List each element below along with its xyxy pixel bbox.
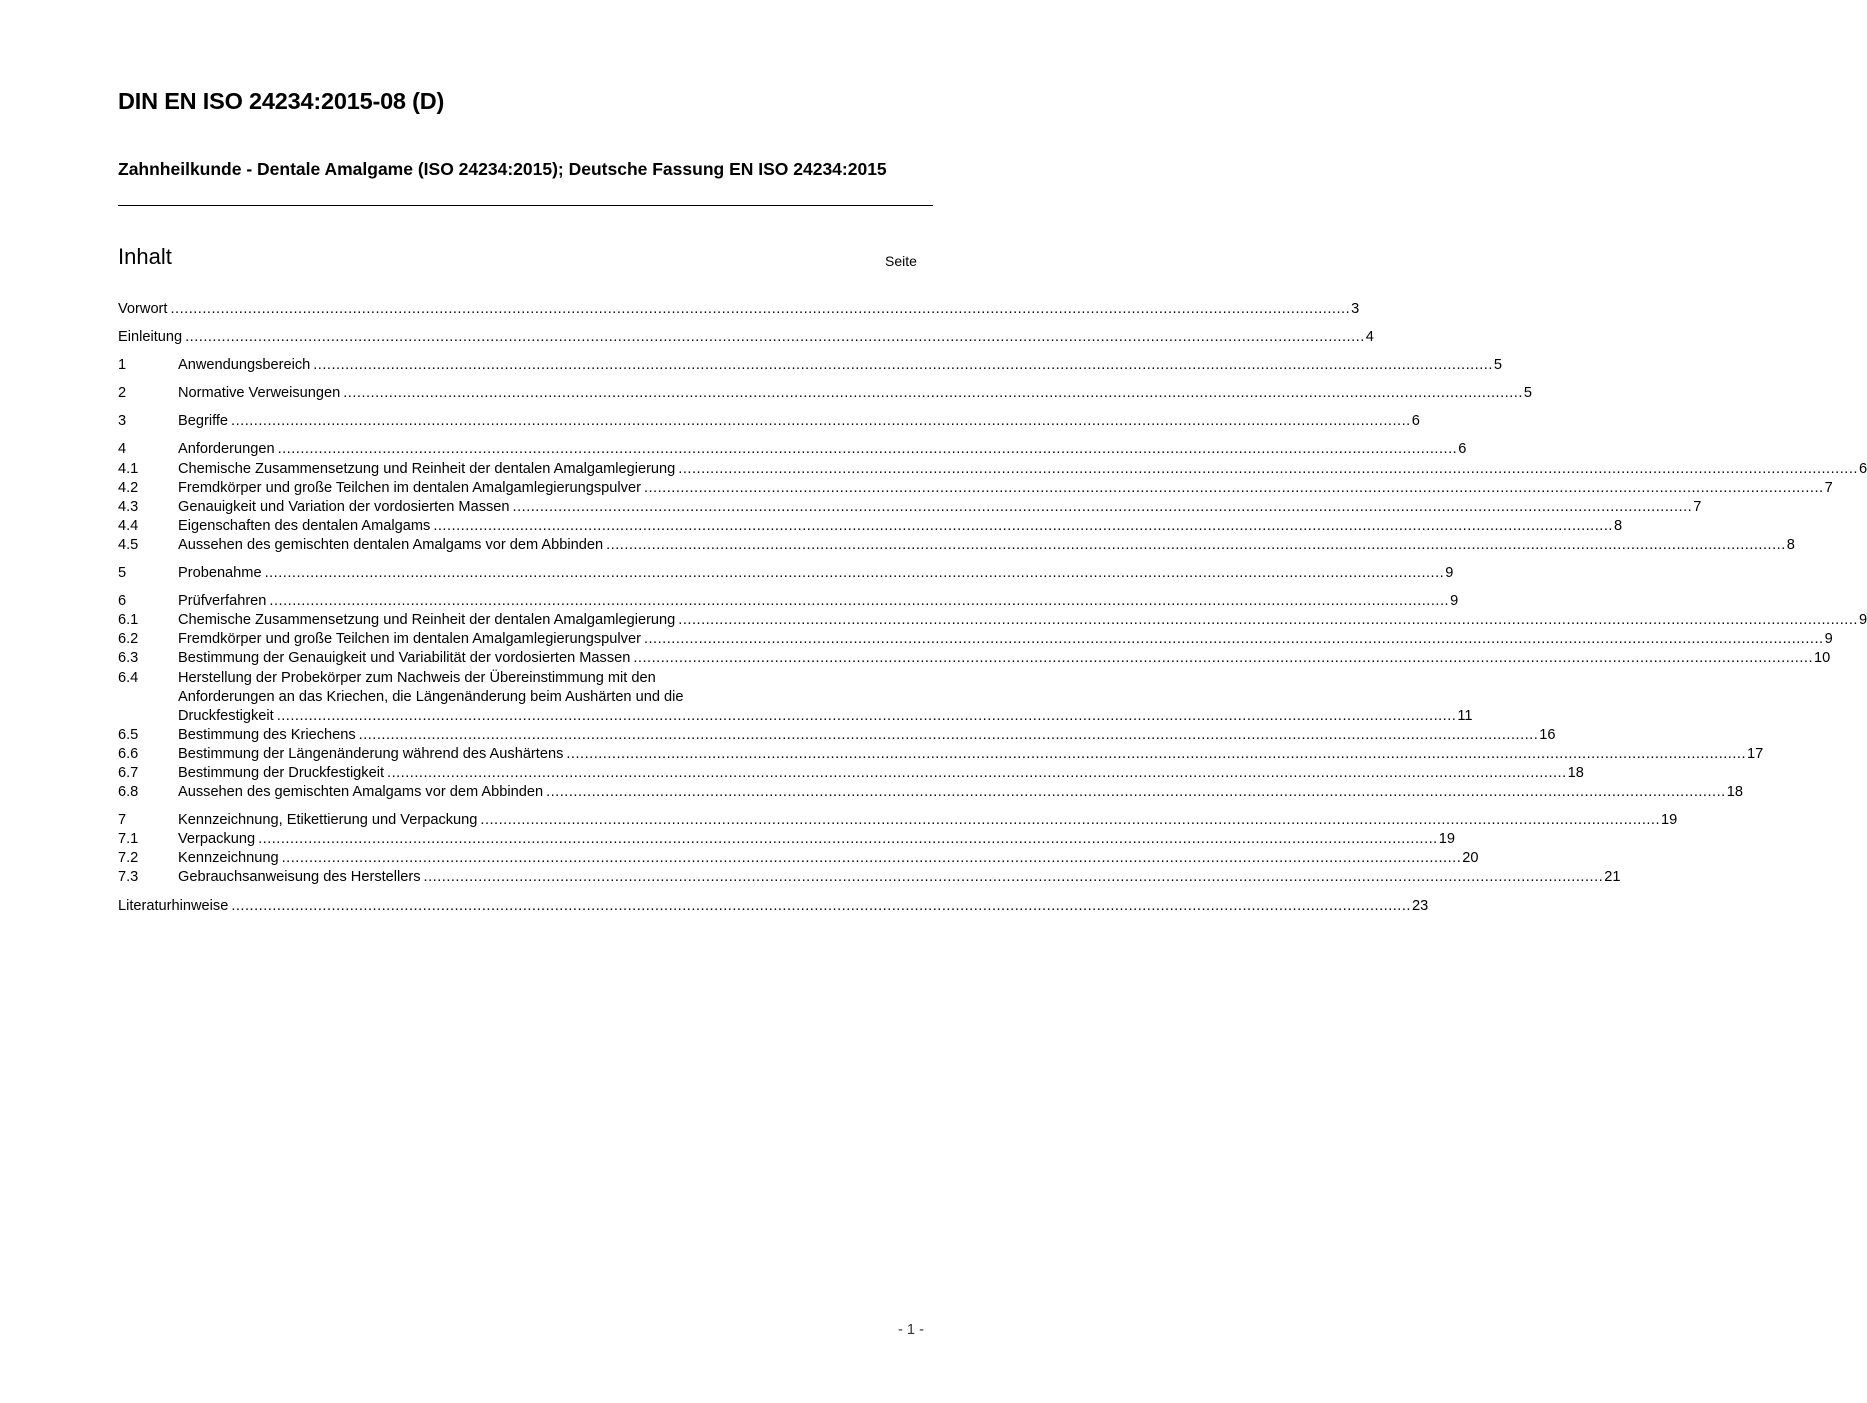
toc-entry-title: Normative Verweisungen xyxy=(178,385,341,402)
toc-leader-dots xyxy=(644,479,1824,498)
toc-entry-page: 6 xyxy=(1458,441,1467,458)
toc-entry-page: 18 xyxy=(1726,784,1743,801)
toc-leader-dots xyxy=(278,440,1458,459)
header-divider xyxy=(118,205,933,206)
toc-entry-title: Chemische Zusammensetzung und Reinheit der dentalen Amalgamlegierung xyxy=(178,612,676,629)
toc-leader-dots xyxy=(170,300,1350,319)
toc-entry[interactable] xyxy=(118,300,1360,319)
toc-entry-number: 6.7 xyxy=(118,764,139,781)
toc-entry[interactable] xyxy=(118,611,1867,630)
toc-entry[interactable] xyxy=(118,764,1584,783)
toc-entry-title: Fremdkörper und große Teilchen im dentalen Amalgamlegierungspulver xyxy=(178,631,641,648)
toc-entry[interactable] xyxy=(118,440,1467,459)
toc-entry[interactable] xyxy=(118,868,1621,887)
toc-entry-page: 4 xyxy=(1365,329,1374,346)
document-subtitle: Zahnheilkunde - Dentale Amalgame (ISO 24234:2015); Deutsche Fassung EN ISO 24234:2015 xyxy=(118,159,887,179)
toc-group xyxy=(118,897,1429,916)
toc-entry[interactable] xyxy=(118,536,1795,555)
toc-leader-dots xyxy=(265,564,1445,583)
toc-entry[interactable] xyxy=(118,328,1374,347)
toc-entry-page: 19 xyxy=(1661,812,1678,829)
toc-entry-number: 7 xyxy=(118,812,127,829)
toc-entry-page: 9 xyxy=(1824,631,1833,648)
toc-entry-number: 7.2 xyxy=(118,850,139,867)
toc-entry-title: Gebrauchsanweisung des Herstellers xyxy=(178,869,421,886)
toc-entry[interactable] xyxy=(118,745,1764,764)
toc-entry-number: 7.3 xyxy=(118,869,139,886)
toc-leader-dots xyxy=(606,536,1786,555)
toc-leader-dots xyxy=(387,764,1567,783)
toc-entry[interactable] xyxy=(118,564,1454,583)
toc-entry-number: 6.3 xyxy=(118,650,139,667)
toc-entry-number: 4.3 xyxy=(118,498,139,515)
toc-entry-page: 7 xyxy=(1824,479,1833,496)
toc-entry-number: 6 xyxy=(118,593,127,610)
toc-entry-page: 9 xyxy=(1445,565,1454,582)
toc-entry[interactable] xyxy=(118,517,1623,536)
page-number: - 1 - xyxy=(898,1322,924,1338)
toc-group xyxy=(118,412,1420,431)
toc-entry-title: Kennzeichnung xyxy=(178,850,279,867)
toc-entry[interactable] xyxy=(118,669,1473,726)
toc-entry-title: Kennzeichnung, Etikettierung und Verpackung xyxy=(178,812,478,829)
toc-leader-dots xyxy=(678,611,1858,630)
toc-entry-number: 6.4 xyxy=(118,669,139,686)
toc-entry-title: Probenahme xyxy=(178,565,262,582)
toc-leader-dots xyxy=(313,356,1493,375)
toc-leader-dots xyxy=(513,498,1693,517)
toc-leader-dots xyxy=(633,649,1813,668)
toc-entry-page: 3 xyxy=(1351,301,1360,317)
toc-entry-title: Verpackung xyxy=(178,831,256,848)
toc-leader-dots xyxy=(231,412,1411,431)
toc-entry-number: 6.2 xyxy=(118,631,139,648)
toc-entry-title: Aussehen des gemischten Amalgams vor dem Abbinden xyxy=(178,784,544,801)
toc-entry-page: 21 xyxy=(1604,869,1621,886)
toc-entry-title: Einleitung xyxy=(118,329,183,346)
toc-entry-number: 4.5 xyxy=(118,536,139,553)
toc-entry[interactable] xyxy=(118,479,1833,498)
toc-entry-title: Chemische Zusammensetzung und Reinheit der dentalen Amalgamlegierung xyxy=(178,460,676,477)
toc-entry[interactable] xyxy=(118,498,1702,517)
toc-entry-page: 23 xyxy=(1411,897,1429,914)
toc-entry[interactable] xyxy=(118,592,1459,611)
toc-leader-dots xyxy=(546,783,1726,802)
toc-entry[interactable] xyxy=(118,811,1678,830)
toc-group xyxy=(118,811,1678,887)
toc-group xyxy=(118,384,1533,403)
toc-entry-number: 2 xyxy=(118,385,127,402)
toc-entry[interactable] xyxy=(118,412,1420,431)
toc-entry-page: 9 xyxy=(1858,612,1867,629)
toc-entry-page: 6 xyxy=(1858,460,1867,477)
toc-entry-title: Genauigkeit und Variation der vordosierten Massen xyxy=(178,498,510,515)
toc-entry[interactable] xyxy=(118,460,1867,479)
toc-entry-title-line: Druckfestigkeit xyxy=(178,707,274,724)
table-of-contents xyxy=(118,300,1867,925)
toc-leader-dots xyxy=(231,897,1411,916)
toc-leader-dots xyxy=(480,811,1660,830)
toc-entry-page: 8 xyxy=(1613,517,1623,534)
toc-entry[interactable] xyxy=(118,830,1455,849)
toc-leader-dots xyxy=(343,384,1523,403)
toc-entry[interactable] xyxy=(118,384,1533,403)
toc-leader-dots xyxy=(433,517,1613,536)
toc-leader-dots xyxy=(258,830,1438,849)
toc-entry-title: Vorwort xyxy=(118,301,168,317)
toc-group xyxy=(118,356,1503,375)
toc-entry[interactable] xyxy=(118,630,1833,649)
toc-entry[interactable] xyxy=(118,783,1743,802)
toc-entry-title-block xyxy=(178,669,1473,726)
toc-entry-page: 17 xyxy=(1747,745,1764,762)
toc-entry-title: Anwendungsbereich xyxy=(178,357,311,374)
toc-group xyxy=(118,564,1454,583)
toc-entry-number: 4.4 xyxy=(118,517,139,534)
toc-entry[interactable] xyxy=(118,849,1479,868)
toc-entry-number: 6.5 xyxy=(118,726,139,743)
toc-entry-number: 7.1 xyxy=(118,831,139,848)
toc-entry-title-line: Anforderungen an das Kriechen, die Längenänderung beim Aushärten und die xyxy=(178,688,684,705)
toc-entry-page: 10 xyxy=(1814,650,1831,667)
toc-entry-number: 6.8 xyxy=(118,784,139,801)
toc-entry-number: 5 xyxy=(118,565,127,582)
toc-group xyxy=(118,328,1374,347)
toc-entry-number: 4 xyxy=(118,441,127,458)
toc-leader-dots xyxy=(359,726,1539,745)
toc-entry-page: 16 xyxy=(1539,726,1556,743)
toc-leader-dots xyxy=(566,745,1746,764)
toc-leader-dots xyxy=(269,592,1449,611)
toc-entry-title-line: Herstellung der Probekörper zum Nachweis der Übereinstimmung mit den xyxy=(178,669,656,686)
toc-entry-number: 1 xyxy=(118,357,127,374)
toc-entry-title: Bestimmung der Genauigkeit und Variabilität der vordosierten Massen xyxy=(178,650,631,667)
toc-entry[interactable] xyxy=(118,649,1831,668)
toc-entry-page: 20 xyxy=(1462,850,1479,867)
document-id: DIN EN ISO 24234:2015-08 (D) xyxy=(118,88,445,114)
toc-entry-number: 4.2 xyxy=(118,479,139,496)
toc-entry-page: 18 xyxy=(1567,764,1584,781)
toc-entry-title: Anforderungen xyxy=(178,441,275,458)
toc-entry-title: Begriffe xyxy=(178,413,229,430)
toc-entry-page: 7 xyxy=(1693,498,1702,515)
toc-entry-page: 6 xyxy=(1411,413,1420,430)
toc-entry-title: Bestimmung der Längenänderung während des Aushärtens xyxy=(178,745,564,762)
toc-heading: Inhalt xyxy=(118,244,172,269)
toc-leader-dots xyxy=(678,460,1858,479)
toc-leader-dots xyxy=(644,630,1824,649)
toc-entry-title: Eigenschaften des dentalen Amalgams xyxy=(178,517,431,534)
toc-entry[interactable] xyxy=(118,897,1429,916)
toc-group xyxy=(118,592,1867,802)
toc-leader-dots xyxy=(277,707,1457,726)
toc-page-column-label: Seite xyxy=(885,253,917,269)
toc-entry-page: 5 xyxy=(1523,385,1533,402)
toc-leader-dots xyxy=(282,849,1462,868)
toc-entry-title: Bestimmung des Kriechens xyxy=(178,726,356,743)
toc-leader-dots xyxy=(185,328,1365,347)
toc-entry-number: 3 xyxy=(118,413,127,430)
toc-entry[interactable] xyxy=(118,356,1503,375)
toc-entry-title: Aussehen des gemischten dentalen Amalgams vor dem Abbinden xyxy=(178,536,604,553)
toc-entry-page: 8 xyxy=(1786,536,1795,553)
toc-entry-page: 11 xyxy=(1457,707,1473,724)
toc-entry-number: 6.1 xyxy=(118,612,139,629)
toc-entry-title: Fremdkörper und große Teilchen im dentalen Amalgamlegierungspulver xyxy=(178,479,641,496)
toc-entry-page: 19 xyxy=(1438,831,1455,848)
toc-leader-dots xyxy=(424,868,1604,887)
toc-entry-number: 6.6 xyxy=(118,745,139,762)
toc-entry-number: 4.1 xyxy=(118,460,139,477)
toc-entry-page: 5 xyxy=(1493,357,1503,374)
toc-entry-title: Literaturhinweise xyxy=(118,897,229,914)
toc-entry-title: Bestimmung der Druckfestigkeit xyxy=(178,764,385,781)
toc-entry[interactable] xyxy=(118,726,1556,745)
toc-entry-title: Prüfverfahren xyxy=(178,593,267,610)
toc-entry-page: 9 xyxy=(1450,593,1459,610)
toc-group xyxy=(118,440,1867,555)
toc-group xyxy=(118,300,1360,319)
